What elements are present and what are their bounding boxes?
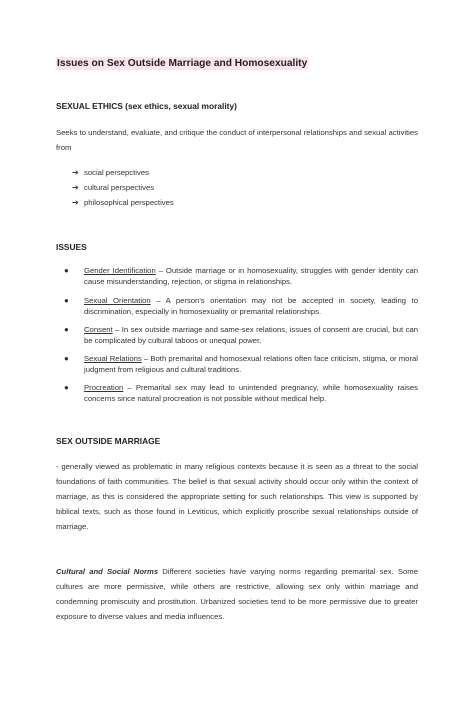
list-item: ➔ cultural perspectives <box>72 180 174 195</box>
sexual-ethics-intro: Seeks to understand, evaluate, and critique the conduct of interpersonal relationships and sexual activities from <box>56 128 418 152</box>
perspectives-list <box>72 165 174 210</box>
sex-outside-marriage-heading: SEX OUTSIDE MARRIAGE <box>56 436 161 446</box>
issue-text: – A person's orientation may not be accepted in society, leading to discrimination, especially in homosexuality or premarital relationships. <box>84 296 418 316</box>
cultural-norms-text: Different societies have varying norms regarding premarital sex. Some cultures are more permissive, while others are restrictive, allowing sex only within marriage and condemning promiscuity and prostitution. Urbanized societies tend to be more permissive due to greater exposure to diverse values and media influences. <box>56 567 418 621</box>
issue-item-sexual-orientation <box>64 296 418 317</box>
issue-term: Sexual Relations <box>84 354 142 363</box>
issue-text: – Outside marriage or in homosexuality, struggles with gender identity can cause misunderstanding, rejection, or stigma in relationships. <box>84 266 418 286</box>
arrow-icon: ➔ <box>72 198 79 207</box>
document-title: Issues on Sex Outside Marriage and Homosexuality <box>57 58 308 69</box>
issue-term: Procreation <box>84 383 124 392</box>
issue-term: Consent <box>84 325 113 334</box>
arrow-icon: ➔ <box>72 168 79 177</box>
issue-item-procreation <box>64 383 418 404</box>
issue-term: Gender Identification <box>84 266 156 275</box>
cultural-norms-paragraph <box>56 564 418 624</box>
list-item: ➔ philosophical perspectives <box>72 195 174 210</box>
list-item: ➔ social persepctives <box>72 165 174 180</box>
issue-item-sexual-relations <box>64 354 418 375</box>
issue-text: – Both premarital and homosexual relations often face criticism, stigma, or moral judgment from religious and cultural traditions. <box>84 354 418 374</box>
issue-text: – In sex outside marriage and same-sex relations, issues of consent are crucial, but can be complicated by cultural taboos or unequal power. <box>84 325 418 345</box>
issue-item-gender-identification <box>64 266 418 287</box>
bullet-icon: ● <box>64 383 69 392</box>
cultural-norms-title: Cultural and Social Norms <box>56 567 159 576</box>
issue-text: – Premarital sex may lead to unintended pregnancy, while homosexuality raises concerns since natural procreation is not possible without medical help. <box>84 383 418 403</box>
issues-heading: ISSUES <box>56 242 87 252</box>
bullet-icon: ● <box>64 354 69 363</box>
sex-outside-marriage-paragraph: - generally viewed as problematic in many religious contexts because it is seen as a threat to the social foundations of faith communities. The belief is that sexual activity should occur only within the context of marriage, as this is considered the appropriate setting for such relationships. This view is supported by biblical texts, such as those found in Leviticus, which explicitly proscribe sexual relationships outside of marriage. <box>56 462 418 531</box>
bullet-icon: ● <box>64 325 69 334</box>
issue-term: Sexual Orientation <box>84 296 151 305</box>
issue-item-consent <box>64 325 418 346</box>
bullet-icon: ● <box>64 296 69 305</box>
arrow-icon: ➔ <box>72 183 79 192</box>
sexual-ethics-heading: SEXUAL ETHICS (sex ethics, sexual morality) <box>56 101 237 111</box>
bullet-icon: ● <box>64 266 69 275</box>
